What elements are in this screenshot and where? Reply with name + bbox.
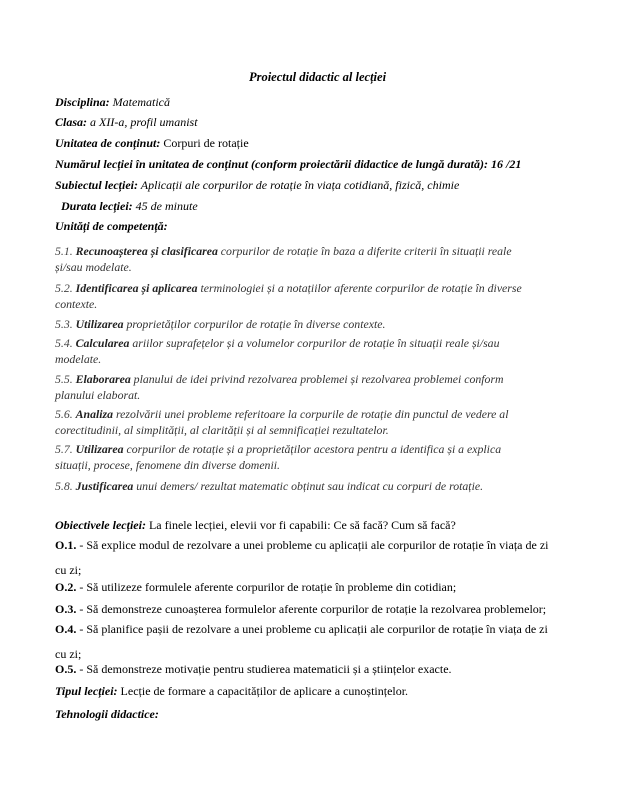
competency-item <box>55 406 560 438</box>
competency-text: rezolvării unei probleme referitoare la corpurile de rotație din punctul de vedere al <box>113 407 509 421</box>
field-value: Matematică <box>109 95 170 109</box>
field-clasa <box>55 115 580 130</box>
competency-text-cont: planului elaborat. <box>55 388 141 402</box>
field-label: Unitatea de conținut: <box>55 136 161 150</box>
competency-keyword: Justificarea <box>75 479 134 493</box>
field-disciplina <box>55 95 580 110</box>
competency-number: 5.3. <box>55 317 76 331</box>
field-label: Subiectul lecției: <box>55 178 138 192</box>
competency-item <box>55 280 560 312</box>
field-tipul <box>55 684 580 699</box>
objective-code: O.3. <box>55 602 77 616</box>
field-tehnologii <box>55 707 580 722</box>
field-unitatea <box>55 136 580 151</box>
competency-text-cont: situații, procese, fenomene din diverse domenii. <box>55 458 280 472</box>
objective-text: - Să planifice pașii de rezolvare a unei probleme cu aplicații ale corpurilor de rotație în viața de zi <box>76 622 548 636</box>
competency-item <box>55 316 560 332</box>
competency-number: 5.8. <box>55 479 76 493</box>
objective-text-cont: cu zi; <box>55 647 82 661</box>
section-heading: Obiectivele lecției: <box>55 518 146 532</box>
field-label: Tipul lecției: <box>55 684 118 698</box>
objective-code: O.1. <box>55 538 77 552</box>
competency-number: 5.1. <box>55 244 76 258</box>
field-value: a XII-a, profil umanist <box>87 115 198 129</box>
competency-number: 5.5. <box>55 372 76 386</box>
competency-item <box>55 478 560 494</box>
field-value: Corpuri de rotație <box>160 136 249 150</box>
page-title: Proiectul didactic al lecției <box>248 70 387 84</box>
objective-text: - Să demonstreze motivație pentru studierea matematicii și a științelor exacte. <box>76 662 452 676</box>
field-label: Durata lecției: <box>61 199 133 213</box>
competency-number: 5.2. <box>55 281 76 295</box>
competency-number: 5.7. <box>55 442 76 456</box>
field-unitati <box>55 219 580 234</box>
competency-text: terminologiei și a notațiilor aferente corpurilor de rotație în diverse <box>197 281 522 295</box>
field-value: 16 /21 <box>488 157 522 171</box>
competency-keyword: Utilizarea <box>75 442 124 456</box>
competency-item <box>55 371 560 403</box>
competency-text: proprietăților corpurilor de rotație în diverse contexte. <box>123 317 386 331</box>
competency-text: corpurilor de rotație în baza a diferite criterii în situații reale <box>217 244 512 258</box>
competency-text-cont: corectitudinii, al simplității, al clarității și al semnificației rezultatelor. <box>55 423 389 437</box>
field-durata <box>61 199 586 214</box>
competency-item <box>55 243 560 275</box>
field-subiectul <box>55 178 580 193</box>
field-label: Numărul lecției în unitatea de conținut (conform proiectării didactice de lungă durată): <box>55 157 489 171</box>
objective-text-cont: cu zi; <box>55 563 82 577</box>
competency-keyword: Identificarea și aplicarea <box>75 281 198 295</box>
competency-keyword: Calcularea <box>75 336 130 350</box>
competency-text-cont: contexte. <box>55 297 98 311</box>
competency-keyword: Utilizarea <box>75 317 124 331</box>
objective-code: O.2. <box>55 580 77 594</box>
field-value: Aplicații ale corpurilor de rotație în viața cotidiană, fizică, chimie <box>138 178 460 192</box>
competency-item <box>55 441 560 473</box>
competency-number: 5.4. <box>55 336 76 350</box>
field-value: Lecție de formare a capacităților de aplicare a cunoștințelor. <box>117 684 409 698</box>
competency-text-cont: și/sau modelate. <box>55 260 132 274</box>
competency-text: planului de idei privind rezolvarea problemei și rezolvarea problemei conform <box>130 372 504 386</box>
competency-item <box>55 335 560 367</box>
objective-text: - Să explice modul de rezolvare a unei probleme cu aplicații ale corpurilor de rotație în viața de zi <box>76 538 549 552</box>
competency-text-cont: modelate. <box>55 352 102 366</box>
objectives-intro: La finele lecției, elevii vor fi capabili: Ce să facă? Cum să facă? <box>145 518 456 532</box>
field-numarul <box>55 157 580 172</box>
field-label: Disciplina: <box>55 95 110 109</box>
competency-number: 5.6. <box>55 407 76 421</box>
section-heading: Tehnologii didactice: <box>55 707 159 721</box>
field-value: 45 de minute <box>132 199 198 213</box>
competency-text: corpurilor de rotație și a proprietăților acestora pentru a identifica și a explica <box>123 442 502 456</box>
competency-text: unui demers/ rezultat matematic obținut sau indicat cu corpuri de rotație. <box>133 479 484 493</box>
section-heading: Unități de competență: <box>55 219 168 233</box>
competency-text: ariilor suprafețelor și a volumelor corpurilor de rotație în situații reale și/sau <box>129 336 500 350</box>
objective-item <box>55 657 570 682</box>
objectives-header <box>55 518 580 533</box>
objective-text: - Să demonstreze cunoașterea formulelor aferente corpurilor de rotație la rezolvarea problemelor; <box>76 602 547 616</box>
competency-keyword: Analiza <box>75 407 114 421</box>
objective-text: - Să utilizeze formulele aferente corpurilor de rotație în probleme din cotidian; <box>76 580 457 594</box>
field-label: Clasa: <box>55 115 88 129</box>
competency-keyword: Recunoașterea și clasificarea <box>75 244 218 258</box>
competency-keyword: Elaborarea <box>75 372 131 386</box>
objective-code: O.4. <box>55 622 77 636</box>
objective-code: O.5. <box>55 662 77 676</box>
